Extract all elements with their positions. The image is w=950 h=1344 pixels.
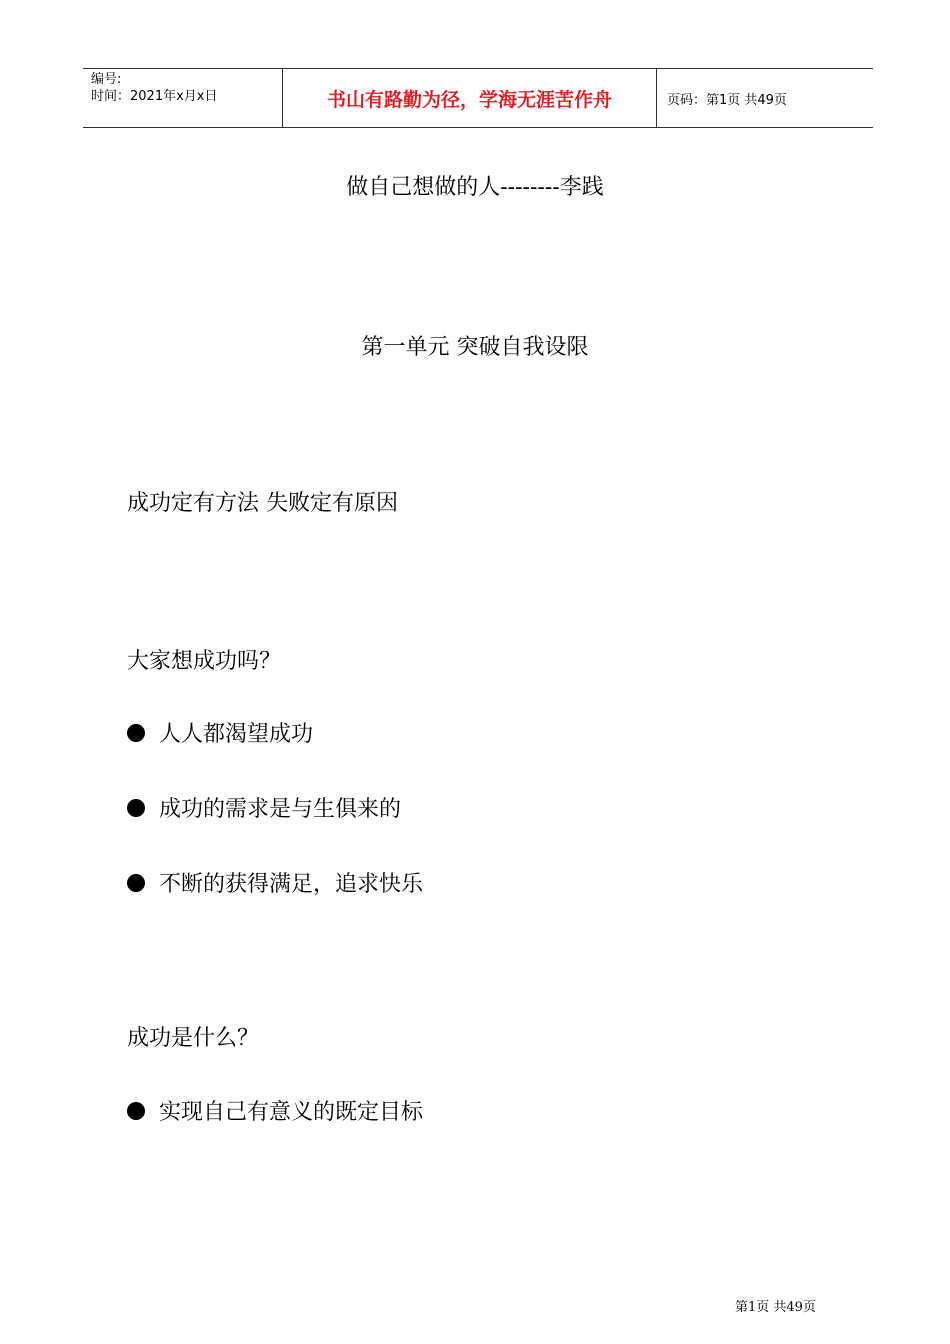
question-heading: 大家想成功吗？ bbox=[127, 649, 282, 674]
page-header bbox=[83, 68, 873, 128]
list-item bbox=[127, 717, 313, 748]
date-line: 时间：2021年x月x日 bbox=[91, 89, 218, 104]
bullet-icon bbox=[127, 874, 145, 892]
list-item bbox=[127, 792, 401, 823]
bullet-icon bbox=[127, 1102, 145, 1120]
list-item-text: 实现自己有意义的既定目标 bbox=[159, 1100, 424, 1125]
bullet-icon bbox=[127, 799, 145, 817]
bullet-icon bbox=[127, 724, 145, 742]
list-item bbox=[127, 1095, 423, 1126]
header-meta bbox=[83, 69, 283, 127]
serial-label: 编号: bbox=[91, 72, 122, 87]
page-footer: 第1页 共49页 bbox=[735, 1300, 816, 1315]
slogan: 成功定有方法 失败定有原因 bbox=[127, 491, 398, 516]
document-title: 做自己想做的人--------李践 bbox=[346, 175, 604, 200]
list-item-text: 人人都渴望成功 bbox=[159, 722, 314, 747]
header-page-info: 页码：第1页 共49页 bbox=[667, 92, 787, 108]
question-heading: 成功是什么？ bbox=[127, 1026, 260, 1051]
list-item-text: 成功的需求是与生俱来的 bbox=[159, 797, 402, 822]
header-motto: 书山有路勤为径，学海无涯苦作舟 bbox=[283, 69, 657, 127]
list-item-text: 不断的获得满足，追求快乐 bbox=[159, 872, 424, 897]
list-item bbox=[127, 867, 423, 898]
unit-title: 第一单元 突破自我设限 bbox=[361, 335, 589, 360]
